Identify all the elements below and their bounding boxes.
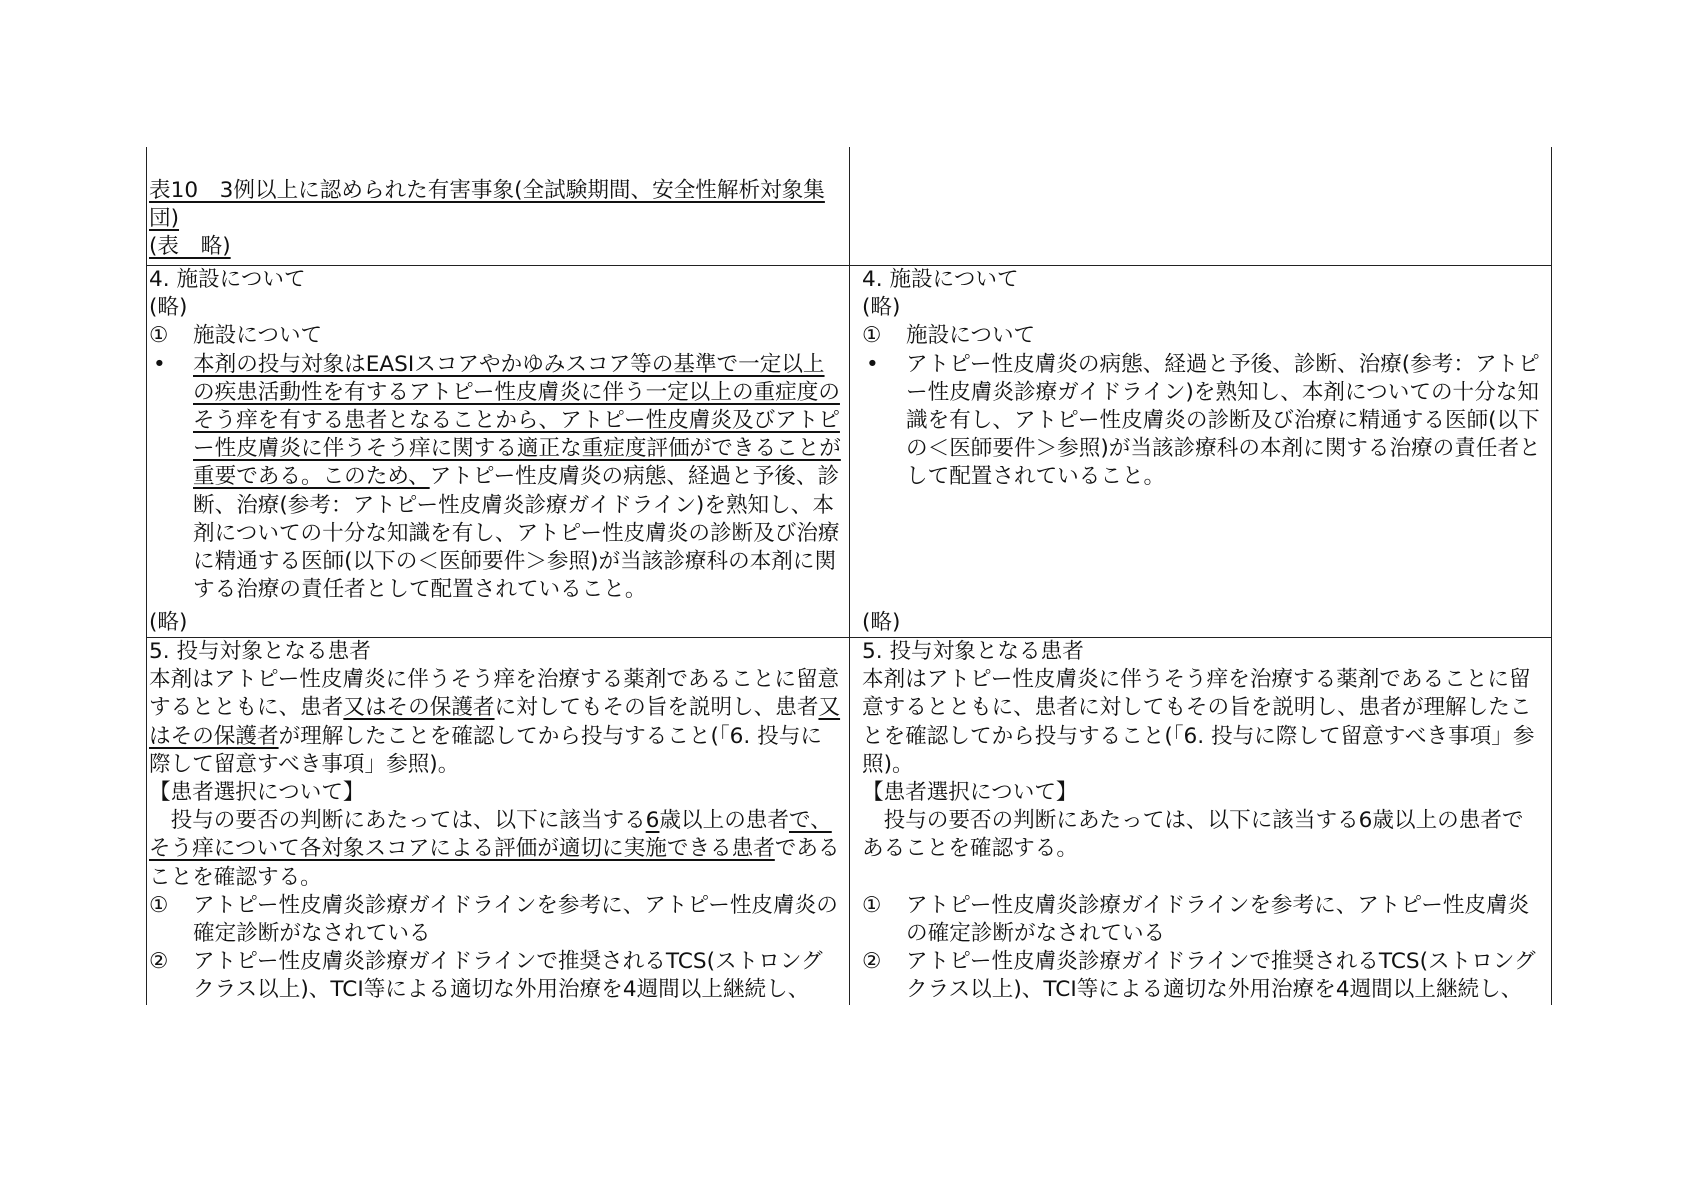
bullet-icon: • (153, 351, 166, 377)
item-text: アトピー性皮膚炎診療ガイドラインを参考に、アトピー性皮膚炎の確定診断がなされている (906, 892, 1530, 946)
text: が理解したことを確認してから投与すること(「6. 投与に際して留意すべき事項」参照)。 (149, 723, 822, 777)
item-label: 施設について (193, 323, 323, 349)
cell-current (849, 147, 1551, 265)
amended-text: 又はその保護者 (149, 695, 841, 749)
amended-text: 又はその保護者 (343, 695, 495, 721)
text: 本剤はアトピー性皮膚炎に伴うそう痒を治療する薬剤であることに留意するとともに、患者 (149, 667, 840, 721)
paragraph: 投与の要否の判断にあたっては、以下に該当する6歳以上の患者であることを確認する。 (862, 808, 1524, 862)
subheading: 【患者選択について】 (862, 780, 1078, 806)
circled-number: ② (149, 949, 169, 975)
table-row (147, 266, 1551, 638)
section-heading: 4. 施設について (149, 267, 306, 292)
cell-current (849, 266, 1551, 637)
bullet-text-rest: アトピー性皮膚炎の病態、経過と予後、診断、治療(参考：アトピー性皮膚炎診療ガイドライン)を熟知し、本剤についての十分な知識を有し、アトピー性皮膚炎の診断及び治療に精通する医師(以下の＜医師要件＞参照)が当該診療科の本剤に関する治療の責任者として配置されていること。 (193, 464, 840, 603)
list-item (862, 892, 1543, 948)
section-heading: 5. 投与対象となる患者 (862, 639, 1084, 664)
paragraph (149, 666, 841, 779)
table-row (147, 638, 1551, 1005)
cell-current (849, 638, 1551, 1005)
list-item (149, 322, 841, 350)
bullet-item (862, 351, 1543, 492)
list-item (862, 322, 1543, 350)
text: 歳以上の患者 (659, 808, 789, 834)
list-item (862, 948, 1543, 1004)
cell-revised (147, 638, 849, 1005)
cell-revised (147, 147, 849, 265)
paragraph: 本剤はアトピー性皮膚炎に伴うそう痒を治療する薬剤であることに留意するとともに、患者に対してもその旨を説明し、患者が理解したことを確認してから投与すること(「6. 投与に際して留意すべき事項」参照)。 (862, 667, 1535, 777)
bullet-text (193, 351, 841, 605)
list-item (149, 892, 841, 948)
bullet-icon: • (866, 351, 879, 377)
section-heading: 5. 投与対象となる患者 (149, 639, 371, 664)
item-label: 施設について (906, 323, 1036, 349)
subheading: 【患者選択について】 (149, 780, 365, 806)
amended-text: 本剤の投与対象はEASIスコアやかゆみスコア等の基準で一定以上の疾患活動性を有するアトピー性皮膚炎に伴う一定以上の重症度のそう痒を有する患者となることから、アトピー性皮膚炎及びアトピー性皮膚炎に伴うそう痒に関する適正な重症度評価ができることが重要である。このため、 (193, 351, 841, 490)
item-text: アトピー性皮膚炎診療ガイドラインを参考に、アトピー性皮膚炎の確定診断がなされている (193, 892, 838, 947)
amended-text: 6 (645, 808, 660, 834)
text: であることを確認する。 (149, 836, 840, 890)
cell-revised (147, 266, 849, 637)
table-row (147, 147, 1551, 266)
circled-number: ① (862, 892, 882, 918)
omitted-text: (略) (149, 609, 188, 635)
list-item (149, 948, 841, 1004)
circled-number: ① (862, 323, 882, 349)
omitted-text: (略) (149, 295, 188, 321)
item-text: アトピー性皮膚炎診療ガイドラインで推奨されるTCS(ストロングクラス以上)、TCI等による適切な外用治療を4週間以上継続し、 (906, 949, 1536, 1003)
circled-number: ① (149, 892, 169, 918)
circled-number: ① (149, 323, 169, 349)
table-omitted: (表 略) (149, 234, 231, 260)
table-caption: 表10 3例以上に認められた有害事象(全試験期間、安全性解析対象集団) (149, 178, 825, 232)
amended-text: で、そう痒について各対象スコアによる評価が適切に実施できる患者 (149, 808, 832, 862)
comparison-table (146, 147, 1552, 1005)
text: に対してもその旨を説明し、患者 (494, 695, 819, 721)
bullet-text: アトピー性皮膚炎の病態、経過と予後、診断、治療(参考：アトピー性皮膚炎診療ガイドライン)を熟知し、本剤についての十分な知識を有し、アトピー性皮膚炎の診断及び治療に精通する医師(以下の＜医師要件＞参照)が当該診療科の本剤に関する治療の責任者として配置されていること。 (906, 351, 1541, 490)
section-heading: 4. 施設について (862, 267, 1019, 292)
item-text: アトピー性皮膚炎診療ガイドラインで推奨されるTCS(ストロングクラス以上)、TCI等による適切な外用治療を4週間以上継続し、 (193, 949, 823, 1003)
bullet-item (149, 351, 841, 605)
omitted-text: (略) (862, 295, 901, 321)
omitted-text: (略) (862, 609, 901, 635)
circled-number: ② (862, 949, 882, 975)
paragraph (149, 807, 841, 892)
text: 投与の要否の判断にあたっては、以下に該当する (149, 808, 646, 834)
